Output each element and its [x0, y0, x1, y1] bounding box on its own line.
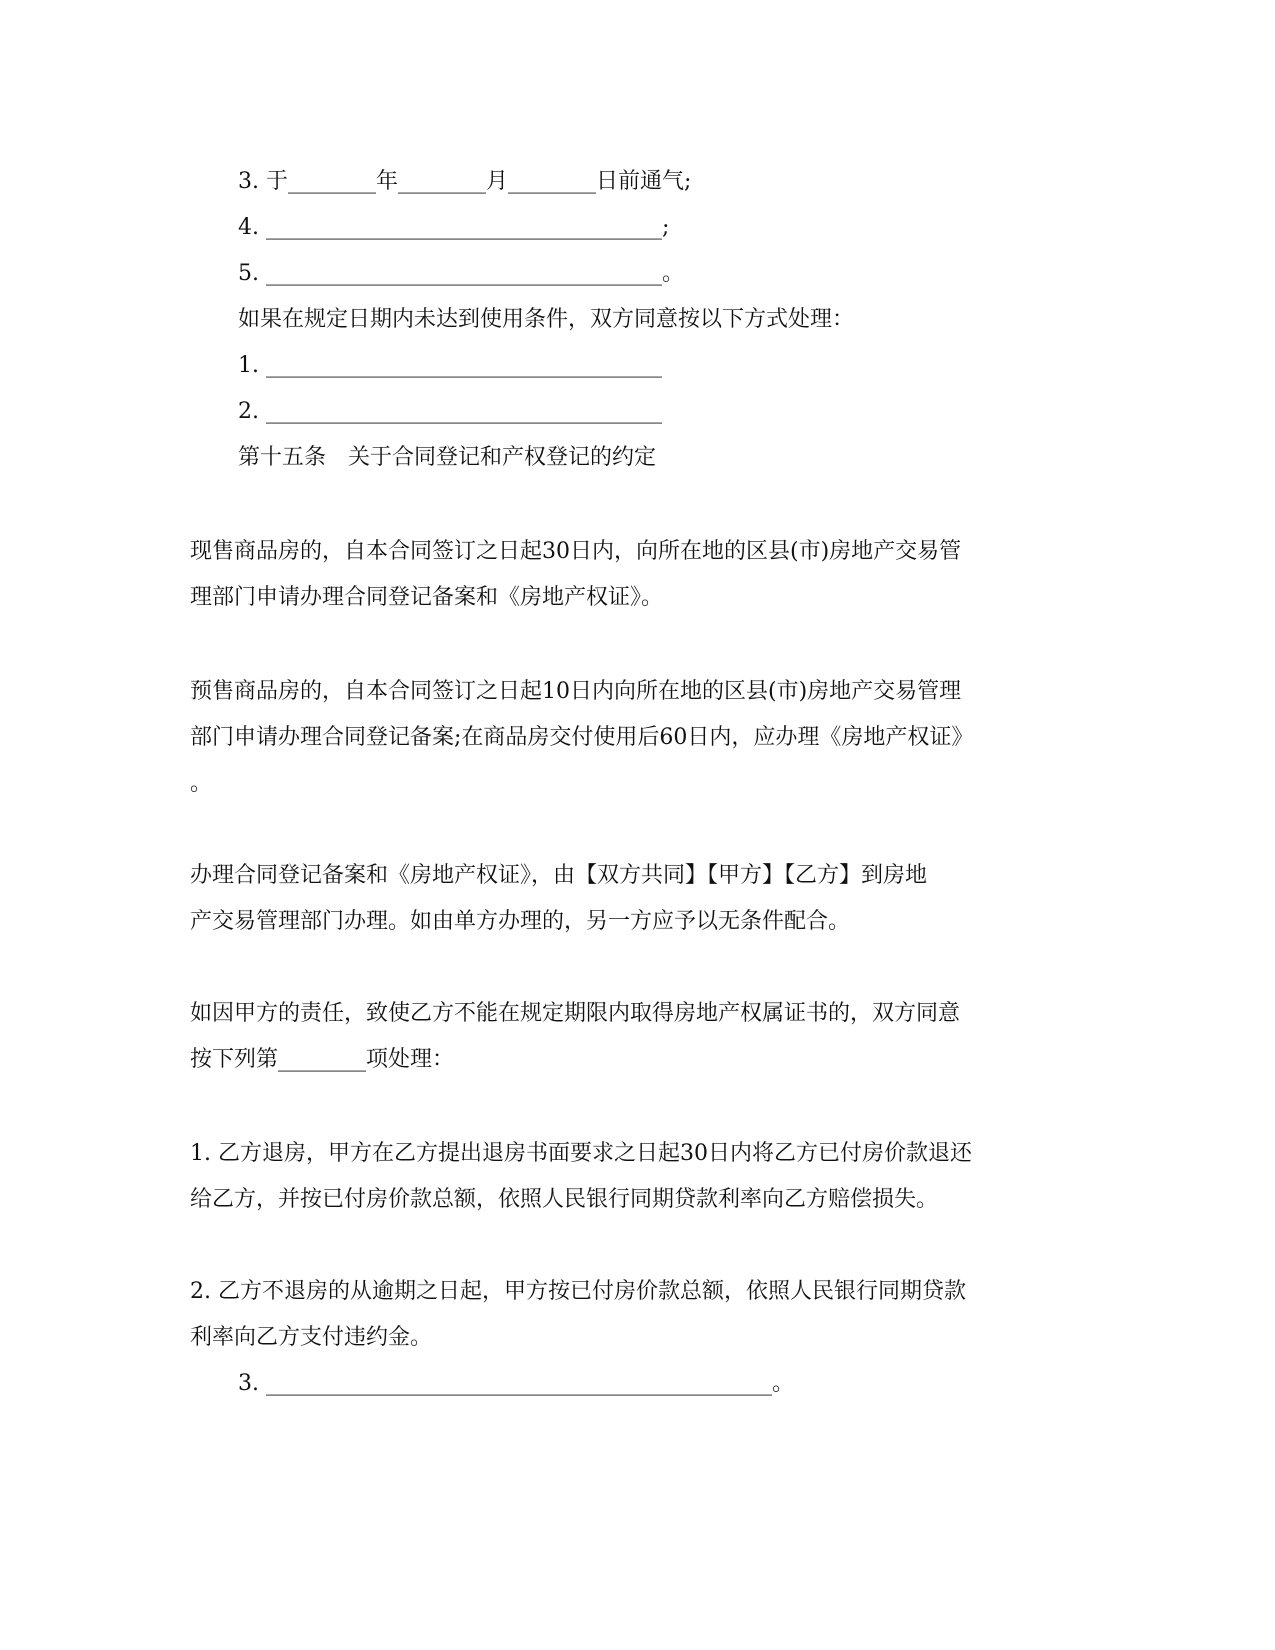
article-heading: 第十五条 关于合同登记和产权登记的约定: [238, 445, 657, 470]
paragraph-condition: 如果在规定日期内未达到使用条件，双方同意按以下方式处理：: [238, 307, 855, 332]
list-item-3: 3. 于________年________月________日前通气;: [238, 169, 692, 194]
option-3: 3. ______________________________________________。: [238, 1371, 794, 1396]
list-item-1: 1. ____________________________________: [238, 353, 662, 378]
paragraph-presale-end: 。: [190, 771, 213, 796]
paragraph-spot-sale-cont: 理部门申请办理合同登记备案和《房地产权证》。: [190, 585, 664, 610]
option-1: 1. 乙方退房，甲方在乙方提出退房书面要求之日起30日内将乙方已付房价款退还: [190, 1141, 972, 1166]
paragraph-spot-sale: 现售商品房的，自本合同签订之日起30日内，向所在地的区县(市)房地产交易管: [190, 539, 962, 564]
list-item-5: 5. ____________________________________。: [238, 261, 684, 286]
paragraph-registration: 办理合同登记备案和《房地产权证》，由【双方共同】【甲方】【乙方】到房地: [190, 863, 928, 888]
paragraph-registration-cont: 产交易管理部门办理。如由单方办理的，另一方应予以无条件配合。: [190, 909, 851, 934]
paragraph-liability: 如因甲方的责任，致使乙方不能在规定期限内取得房地产权属证书的，双方同意: [190, 1001, 961, 1026]
list-item-4: 4. ____________________________________;: [238, 215, 670, 240]
option-2-cont: 利率向乙方支付违约金。: [190, 1325, 433, 1350]
option-2: 2. 乙方不退房的从逾期之日起，甲方按已付房价款总额，依照人民银行同期贷款: [190, 1279, 966, 1304]
paragraph-liability-cont: 按下列第________项处理：: [190, 1047, 455, 1072]
list-item-2: 2. ____________________________________: [238, 399, 662, 424]
option-1-cont: 给乙方，并按已付房价款总额，依照人民银行同期贷款利率向乙方赔偿损失。: [190, 1187, 939, 1212]
paragraph-presale-cont: 部门申请办理合同登记备案;在商品房交付使用后60日内，应办理《房地产权证》: [190, 725, 974, 750]
paragraph-presale: 预售商品房的，自本合同签订之日起10日内向所在地的区县(市)房地产交易管理: [190, 679, 962, 704]
